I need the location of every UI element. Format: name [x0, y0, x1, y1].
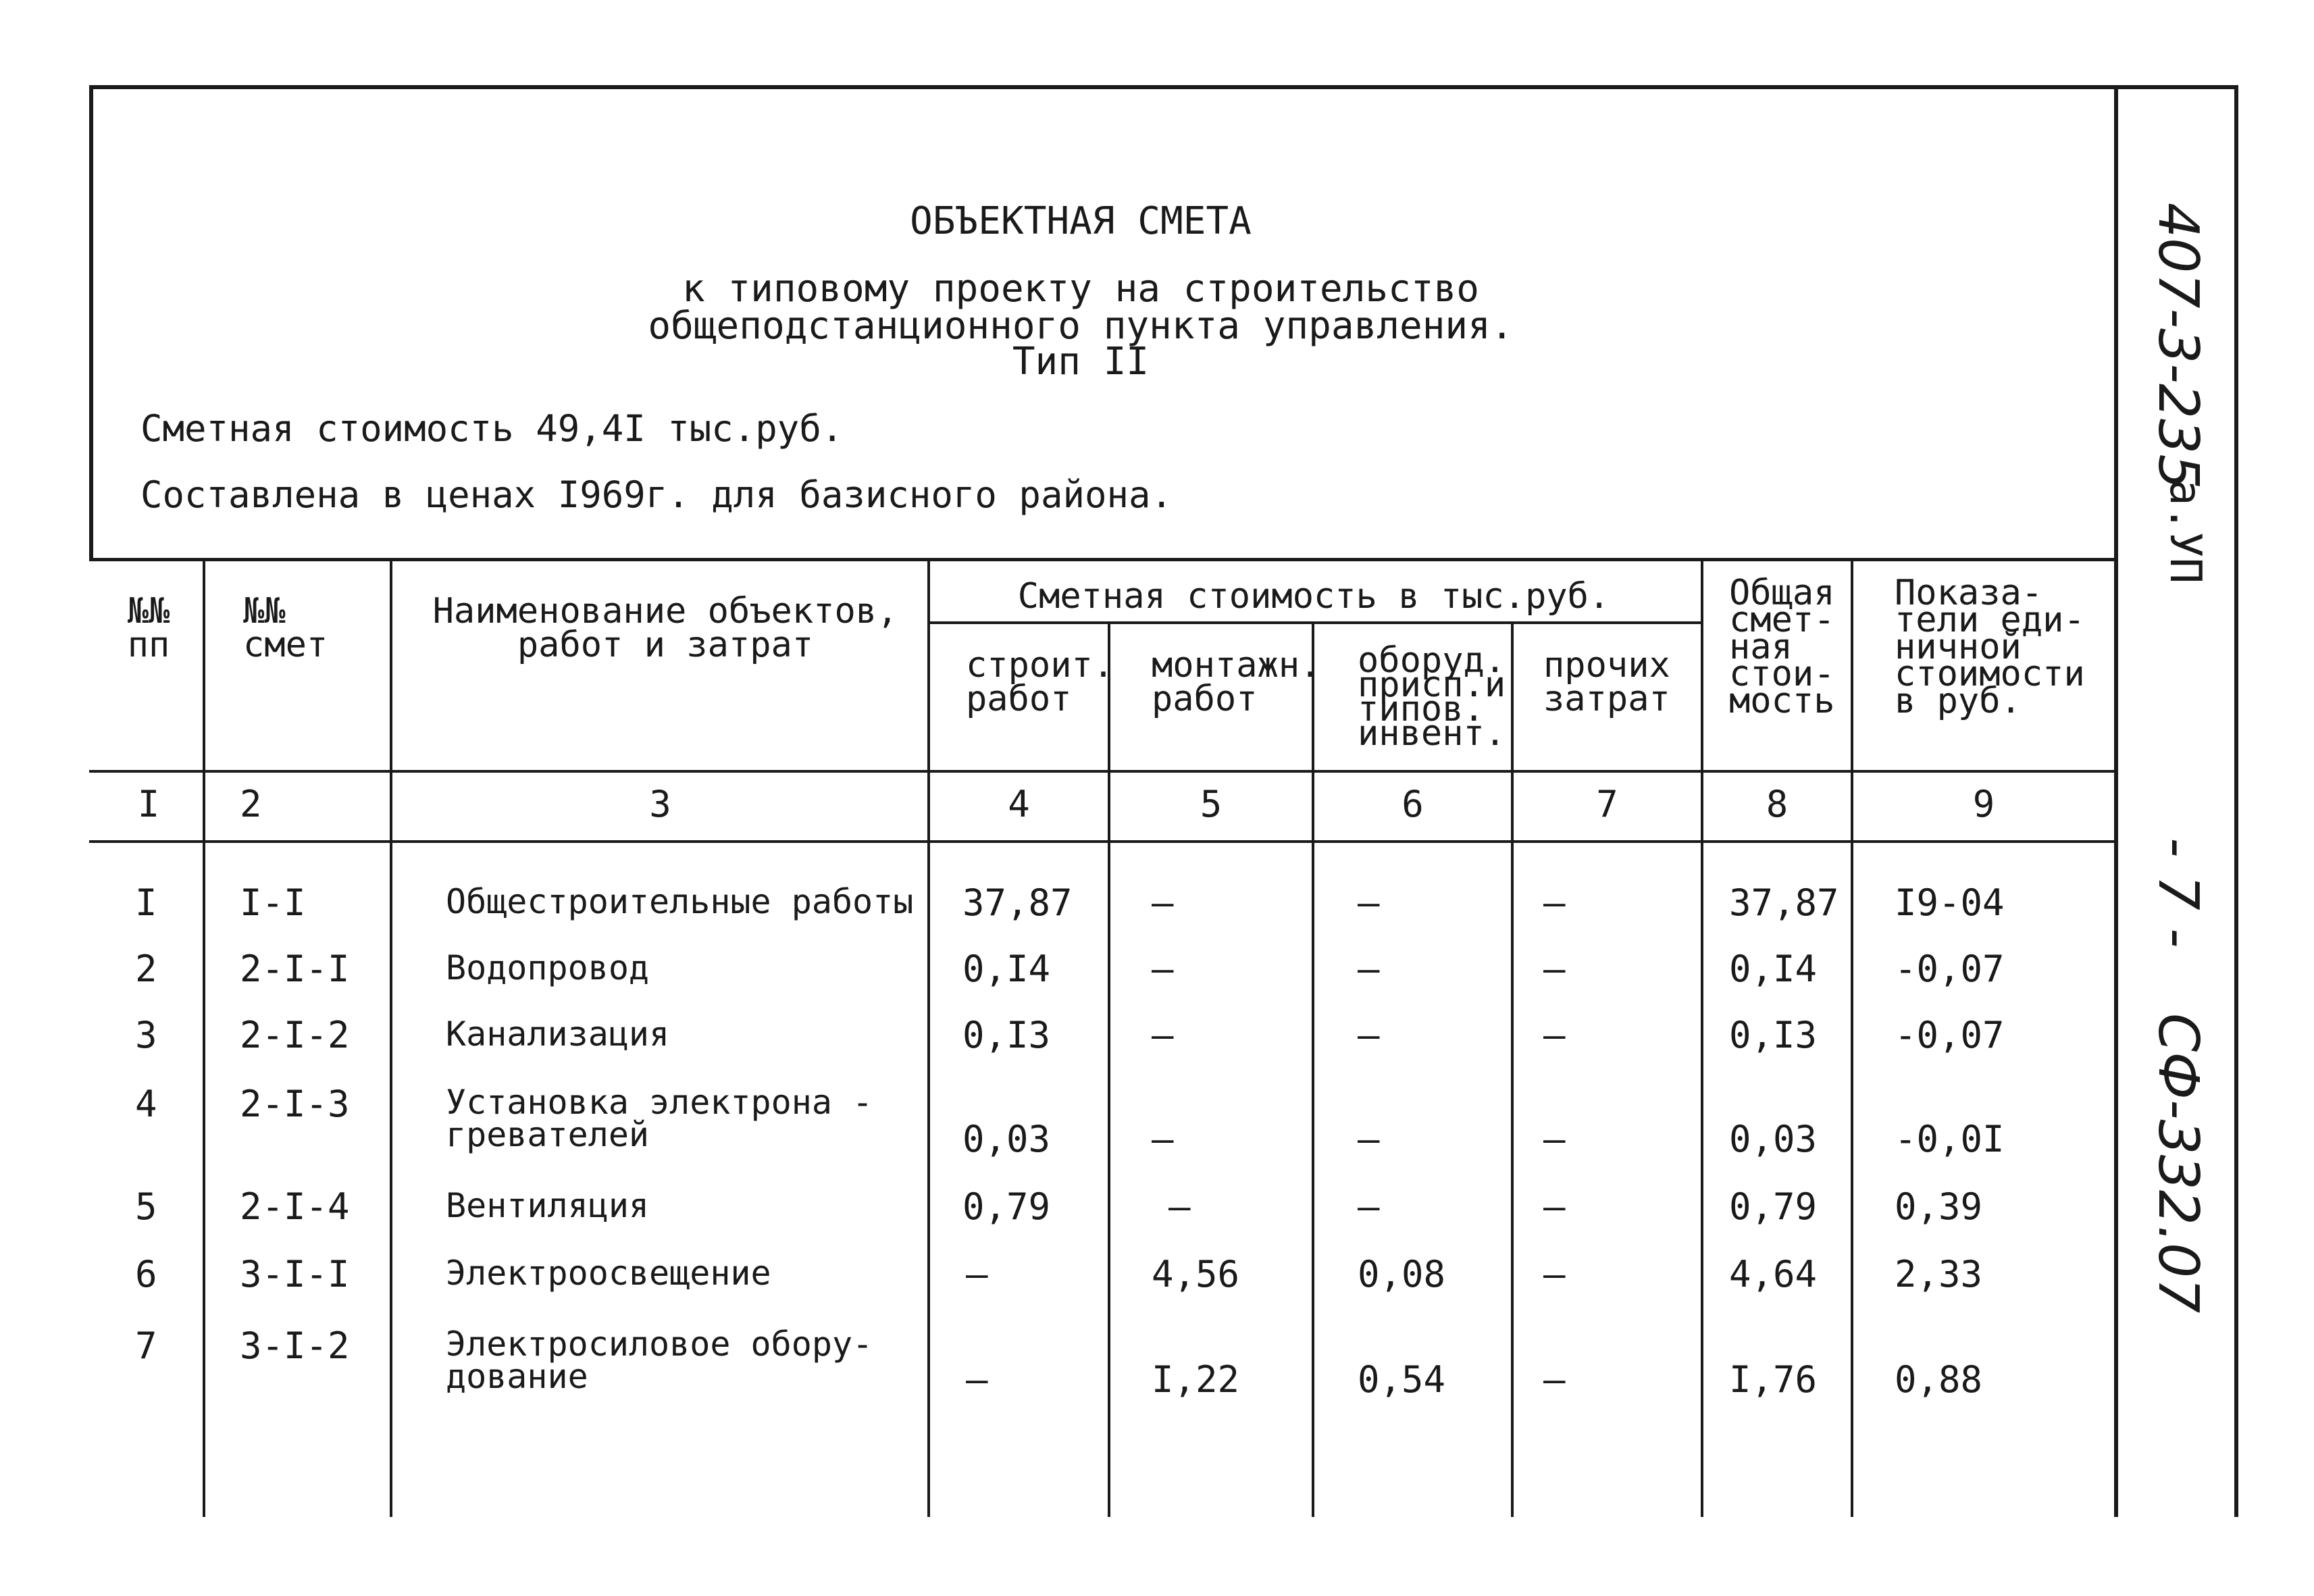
header-equipment: оборуд. присп.и типов. инвент. [1358, 640, 1506, 754]
row-3-installation: – [1152, 1014, 1174, 1056]
row-6-estimate: 3-I-I [240, 1253, 350, 1295]
row-2-total: 0,I4 [1729, 948, 1818, 990]
column-number-7: 7 [1596, 783, 1618, 825]
row-6-name: Электроосвещение [446, 1254, 771, 1293]
row-3-unit-cost: -0,07 [1895, 1014, 2005, 1056]
row-1-number: I [135, 881, 157, 924]
document-subtitle-1: к типовому проекту на строительство [682, 267, 1480, 311]
side-stamp-series: СФ-332.07 [2146, 1013, 2210, 1314]
column-number-8: 8 [1766, 783, 1789, 825]
row-3-estimate: 2-I-2 [240, 1014, 350, 1056]
row-7-name: Электросиловое обору- дование [446, 1324, 873, 1396]
row-6-equipment: 0,08 [1358, 1253, 1446, 1295]
col-divider-2 [390, 558, 392, 1517]
estimated-cost-line: Сметная стоимость 49,4I тыс.руб. [140, 407, 844, 450]
row-2-other: – [1543, 948, 1566, 990]
row-4-other: – [1543, 1118, 1566, 1160]
row-3-equipment: – [1358, 1014, 1380, 1056]
row-1-estimate: I-I [240, 881, 306, 924]
row-5-total: 0,79 [1729, 1185, 1818, 1228]
header-cost-group: Сметная стоимость в тыс.руб. [1017, 576, 1610, 617]
stamp-divider [2114, 85, 2118, 1517]
row-4-total: 0,03 [1729, 1118, 1818, 1160]
row-2-construction: 0,I4 [962, 948, 1051, 990]
row-5-other: – [1543, 1185, 1566, 1228]
side-stamp-code: 407-3-235 [2146, 203, 2210, 490]
row-3-other: – [1543, 1014, 1566, 1056]
frame-right-border [2234, 85, 2238, 1517]
row-1-equipment: – [1358, 881, 1380, 924]
side-stamp-album: а.УП [2160, 480, 2210, 584]
row-2-estimate: 2-I-I [240, 948, 350, 990]
row-3-name: Канализация [446, 1014, 670, 1054]
row-7-estimate: 3-I-2 [240, 1324, 350, 1367]
row-1-name: Общестроительные работы [446, 882, 914, 921]
header-object-name: Наименование объектов, работ и затрат [432, 591, 898, 665]
col-divider-5 [1312, 621, 1314, 1517]
column-number-5: 5 [1200, 783, 1223, 825]
col-divider-7 [1701, 558, 1703, 1517]
row-6-number: 6 [135, 1253, 157, 1295]
row-7-equipment: 0,54 [1358, 1358, 1446, 1401]
row-7-total: I,76 [1729, 1358, 1818, 1401]
col-divider-6 [1511, 621, 1514, 1517]
row-6-other: – [1543, 1253, 1566, 1295]
column-number-6: 6 [1402, 783, 1424, 825]
row-3-number: 3 [135, 1014, 157, 1056]
col-divider-4 [1108, 621, 1110, 1517]
row-6-installation: 4,56 [1152, 1253, 1240, 1295]
row-5-estimate: 2-I-4 [240, 1185, 350, 1228]
row-4-installation: – [1152, 1118, 1174, 1160]
col-divider-8 [1851, 558, 1853, 1517]
row-4-estimate: 2-I-3 [240, 1083, 350, 1125]
row-5-installation: – [1168, 1185, 1191, 1228]
column-number-3: 3 [649, 783, 671, 825]
row-6-construction: – [966, 1253, 988, 1295]
row-3-total: 0,I3 [1729, 1014, 1818, 1056]
column-numbers-bottom-line [89, 840, 2115, 843]
prices-basis-line: Составлена в ценах I969г. для базисного района. [140, 473, 1173, 516]
row-3-construction: 0,I3 [962, 1014, 1051, 1056]
column-number-1: I [137, 783, 160, 825]
row-4-name: Установка электрона - гревателей [446, 1083, 873, 1154]
row-7-installation: I,22 [1152, 1358, 1240, 1401]
row-1-total: 37,87 [1729, 881, 1839, 924]
row-5-unit-cost: 0,39 [1895, 1185, 1983, 1228]
row-4-unit-cost: -0,0I [1895, 1118, 2005, 1160]
col-divider-3 [927, 558, 930, 1517]
row-5-number: 5 [135, 1185, 157, 1228]
header-total-cost: Общая смет- ная стои- мость [1729, 573, 1835, 721]
header-construction-works: строит. работ [966, 645, 1114, 719]
row-7-number: 7 [135, 1324, 157, 1367]
header-other-costs: прочих затрат [1543, 645, 1670, 719]
row-4-equipment: – [1358, 1118, 1380, 1160]
table-top-line [89, 558, 2115, 561]
row-1-construction: 37,87 [962, 881, 1073, 924]
row-6-total: 4,64 [1729, 1253, 1818, 1295]
row-2-name: Водопровод [446, 948, 650, 987]
row-1-installation: – [1152, 881, 1174, 924]
row-7-construction: – [966, 1358, 988, 1401]
row-2-equipment: – [1358, 948, 1380, 990]
row-2-unit-cost: -0,07 [1895, 948, 2005, 990]
header-unit-cost-indicators: Показа- тели еди- ничной стоимости в руб. [1895, 573, 2085, 721]
row-2-installation: – [1152, 948, 1174, 990]
row-5-construction: 0,79 [962, 1185, 1051, 1228]
header-row-number: №№ пп [127, 591, 170, 665]
column-number-4: 4 [1008, 783, 1030, 825]
column-number-2: 2 [240, 783, 262, 825]
row-2-number: 2 [135, 948, 157, 990]
header-estimate-number: №№ смет [243, 591, 328, 665]
row-4-number: 4 [135, 1083, 157, 1125]
column-number-9: 9 [1972, 783, 1995, 825]
row-6-unit-cost: 2,33 [1895, 1253, 1983, 1295]
header-bottom-line [89, 770, 2115, 773]
row-5-name: Вентиляция [446, 1186, 650, 1225]
header-installation-works: монтажн. работ [1152, 645, 1321, 719]
col-divider-1 [203, 558, 205, 1517]
side-stamp-page: - 7 - [2146, 838, 2210, 948]
row-1-other: – [1543, 881, 1566, 924]
frame-top-border [89, 85, 2237, 89]
group-header-underline [929, 621, 1702, 624]
row-1-unit-cost: I9-04 [1895, 881, 2005, 924]
document-subtitle-3: Тип II [1012, 340, 1150, 384]
row-7-other: – [1543, 1358, 1566, 1401]
row-7-unit-cost: 0,88 [1895, 1358, 1983, 1401]
document-subtitle-2: общеподстанционного пункта управления. [648, 304, 1514, 348]
frame-left-border [89, 85, 93, 558]
row-5-equipment: – [1358, 1185, 1380, 1228]
row-4-construction: 0,03 [962, 1118, 1051, 1160]
document-title: ОБЪЕКТНАЯ СМЕТА [910, 199, 1252, 243]
